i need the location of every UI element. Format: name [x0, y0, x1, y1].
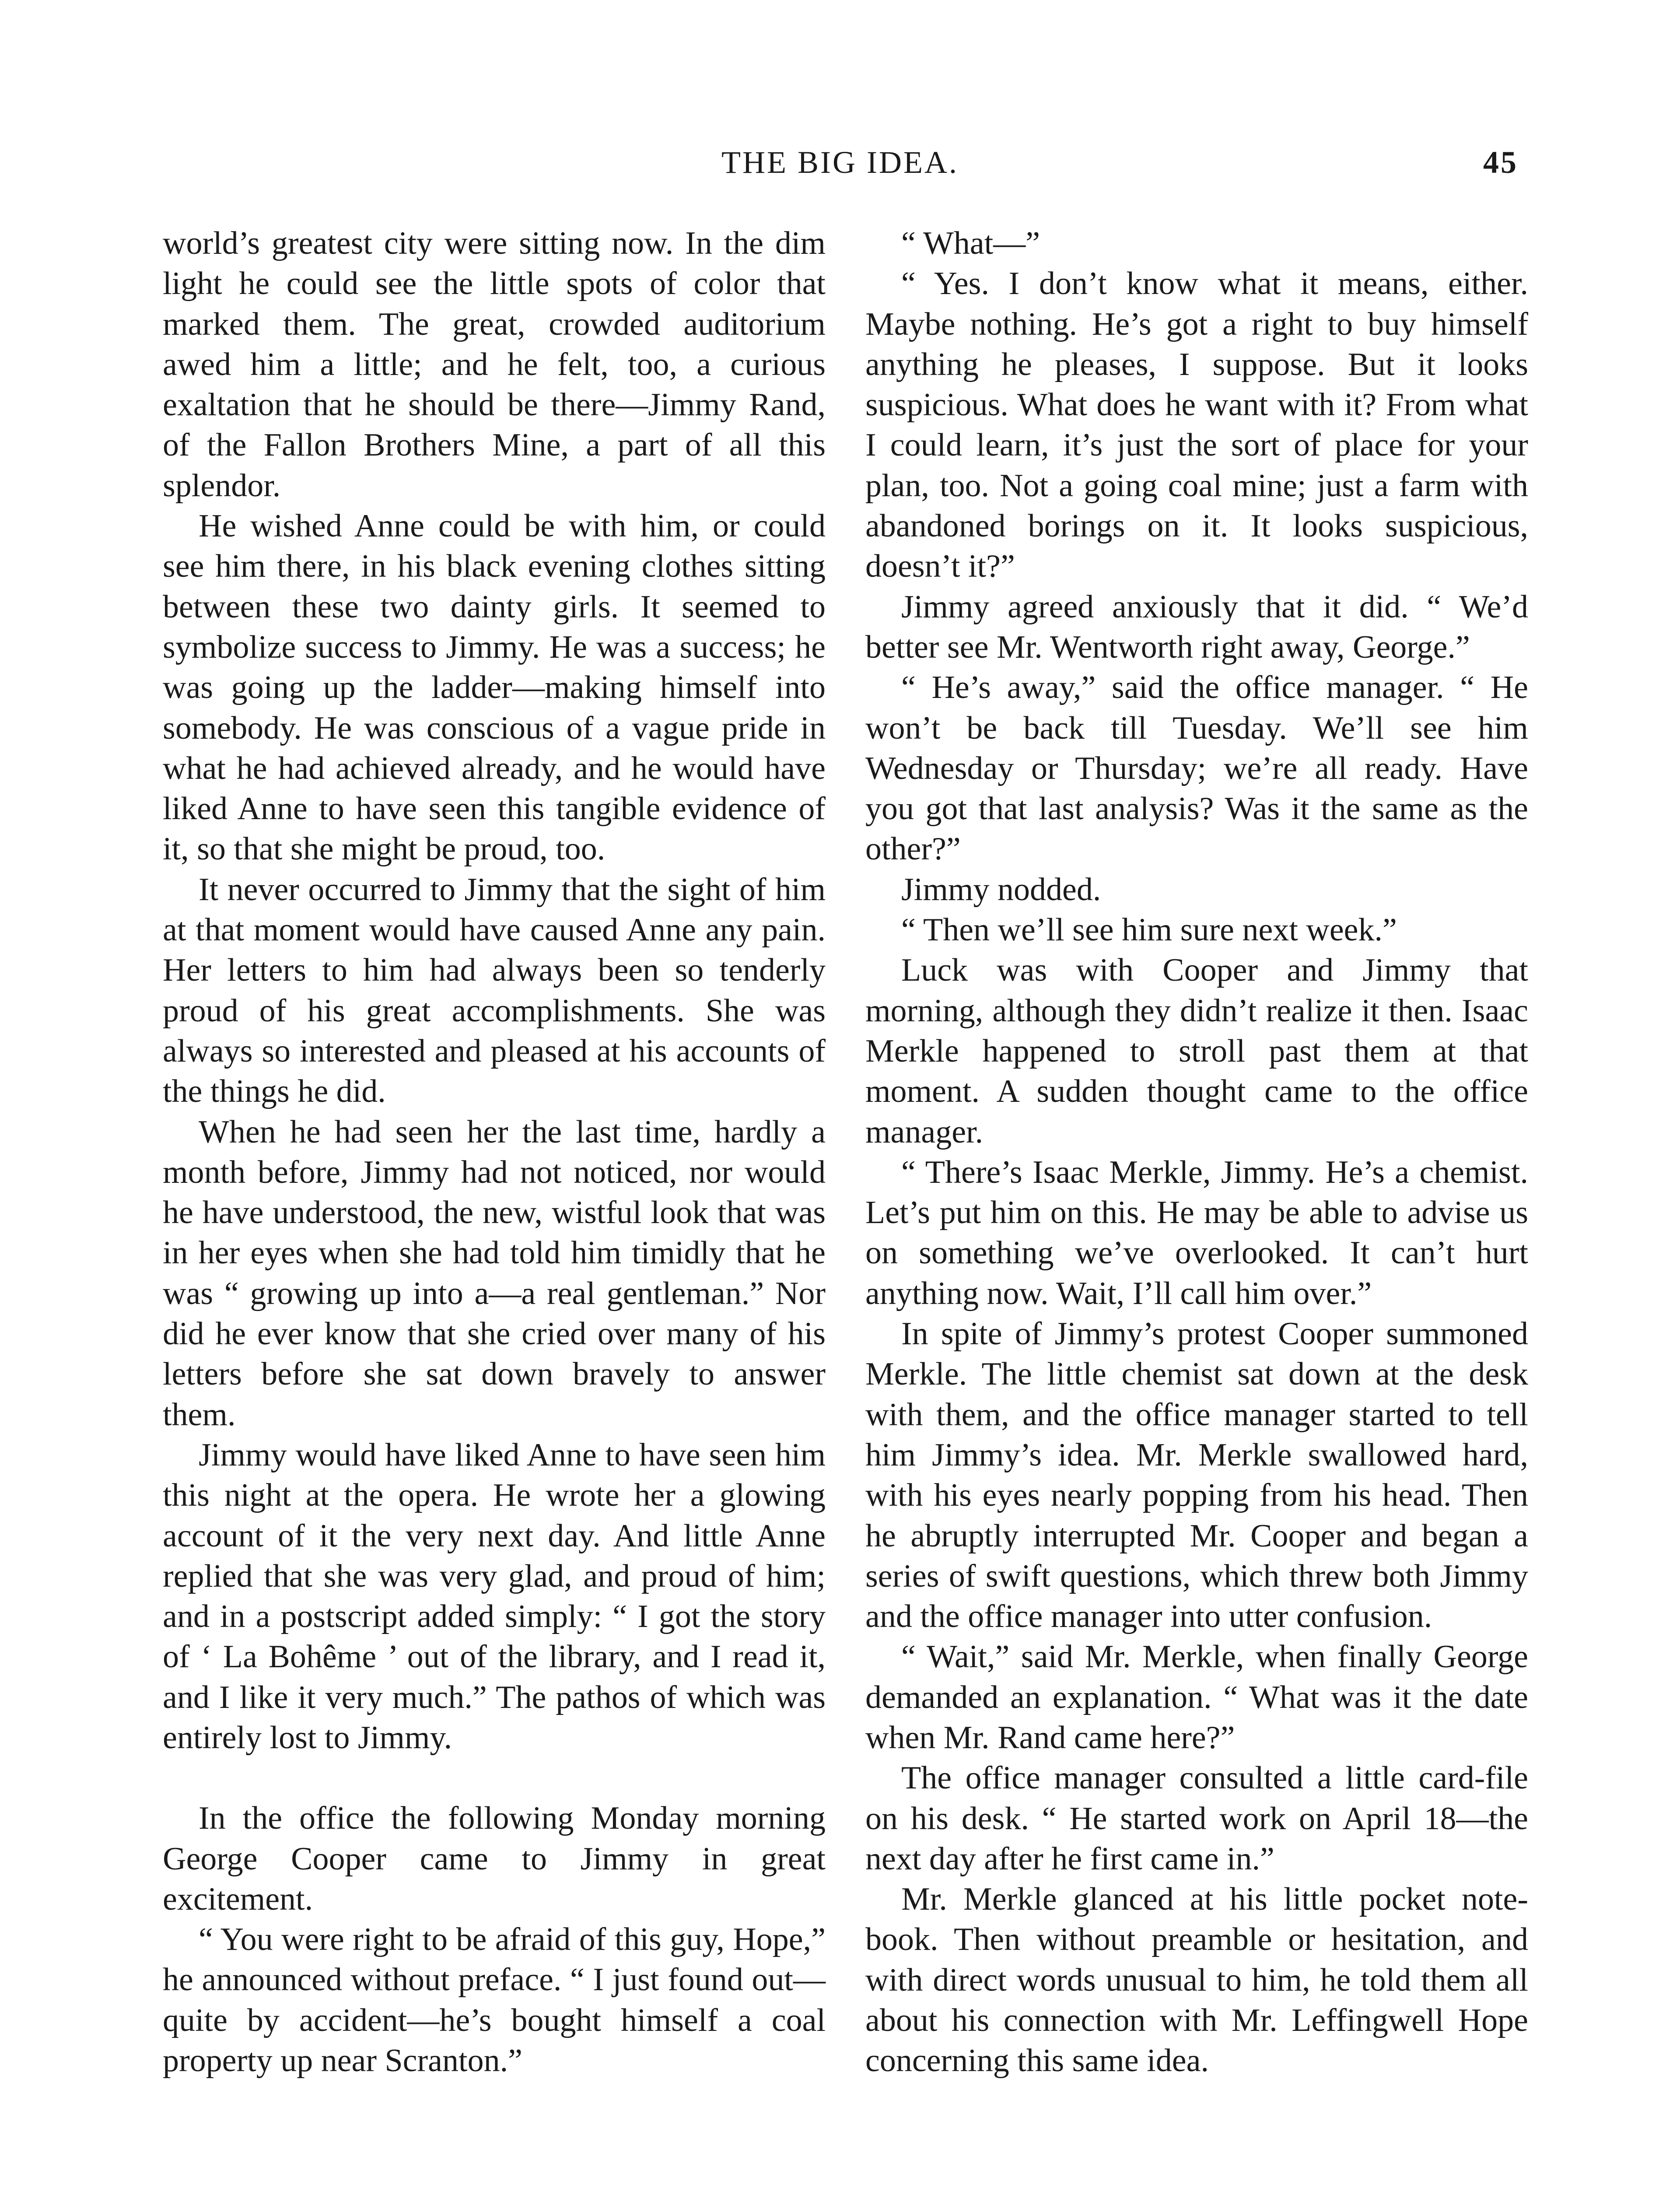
paragraph: world’s greatest city were sitting now. In the dim light he could see the little spots of color that marked them. The great, crowded auditorium awed him a little; and he felt, too, a curious exaltation that he should be there—Jimmy Rand, of the Fallon Brothers Mine, a part of all this splendor.	[163, 225, 826, 504]
paragraph: “ What—”	[901, 225, 1040, 261]
paragraph: When he had seen her the last time, hardly a month before, Jimmy had not noticed, nor would he have understood, the new, wistful look that was in her eyes when she had told him timidly that he was “ growing up into a—a real gentleman.” Nor did he ever know that she cried over many of his letters before she sat down bravely to answer them.	[163, 1114, 826, 1433]
paragraph: “ Wait,” said Mr. Merkle, when finally George demanded an explanation. “ What was it the date when Mr. Rand came here?”	[865, 1639, 1528, 1756]
page-number: 45	[1483, 145, 1518, 180]
paragraph: Mr. Merkle glanced at his little pocket note-book. Then without preamble or hesitation, and with direct words unusual to him, he told them all about his connection with Mr. Leffingwell Hope concerning this same idea.	[865, 1881, 1528, 2079]
running-head	[162, 144, 1518, 193]
paragraph: “ He’s away,” said the office manager. “ He won’t be back till Tuesday. We’ll see him Wednesday or Thursday; we’re all ready. Have you got that last analysis? Was it the same as the other?”	[865, 670, 1528, 867]
paragraph: It never occurred to Jimmy that the sight of him at that moment would have caused Anne any pain. Her letters to him had always been so tenderly proud of his great accomplishments. She was always so interested and pleased at his accounts of the things he did.	[163, 871, 826, 1110]
paragraph: Jimmy nodded.	[901, 871, 1101, 908]
left-column	[163, 223, 826, 2081]
paragraph: The office manager consulted a little card-file on his desk. “ He started work on April 18—the next day after he first came in.”	[865, 1760, 1528, 1877]
paragraph: Jimmy agreed anxiously that it did. “ We’d better see Mr. Wentworth right away, George.”	[865, 589, 1528, 665]
paragraph: “ There’s Isaac Merkle, Jimmy. He’s a chemist. Let’s put him on this. He may be able to advise us on something we’ve overlooked. It can’t hurt anything now. Wait, I’ll call him over.”	[865, 1154, 1528, 1311]
paragraph: “ You were right to be afraid of this guy, Hope,” he announced without preface. “ I just found out—quite by accident—he’s bought himself a coal property up near Scranton.”	[163, 1922, 826, 2079]
paragraph: Jimmy would have liked Anne to have seen him this night at the opera. He wrote her a glowing account of it the very next day. And little Anne replied that she was very glad, and proud of him; and in a postscript added simply: “ I got the story of ‘ La Bohême ’ out of the library, and I read it, and I like it very much.” The pathos of which was entirely lost to Jimmy.	[163, 1437, 826, 1756]
paragraph: In the office the following Monday morning George Cooper came to Jimmy in great excitement.	[163, 1800, 826, 1917]
running-title: THE BIG IDEA.	[721, 145, 959, 180]
right-column	[865, 223, 1528, 2081]
paragraph: He wished Anne could be with him, or could see him there, in his black evening clothes sitting between these two dainty girls. It seemed to symbolize success to Jimmy. He was a success; he was going up the ladder—making himself into somebody. He was conscious of a vague pride in what he had achieved already, and he would have liked Anne to have seen this tangible evidence of it, so that she might be proud, too.	[163, 508, 826, 867]
paragraph: “ Yes. I don’t know what it means, either. Maybe nothing. He’s got a right to buy himself anything he pleases, I suppose. But it looks suspicious. What does he want with it? From what I could learn, it’s just the sort of place for your plan, too. Not a going coal mine; just a farm with abandoned borings on it. It looks suspicious, doesn’t it?”	[865, 266, 1528, 585]
paragraph: Luck was with Cooper and Jimmy that morning, although they didn’t realize it then. Isaac Merkle happened to stroll past them at that moment. A sudden thought came to the office manager.	[865, 952, 1528, 1150]
paragraph: “ Then we’ll see him sure next week.”	[901, 912, 1397, 948]
paragraph: In spite of Jimmy’s protest Cooper summoned Merkle. The little chemist sat down at the desk with them, and the office manager started to tell him Jimmy’s idea. Mr. Merkle swallowed hard, with his eyes nearly popping from his head. Then he abruptly interrupted Mr. Cooper and began a series of swift questions, which threw both Jimmy and the office manager into utter confusion.	[865, 1316, 1528, 1635]
